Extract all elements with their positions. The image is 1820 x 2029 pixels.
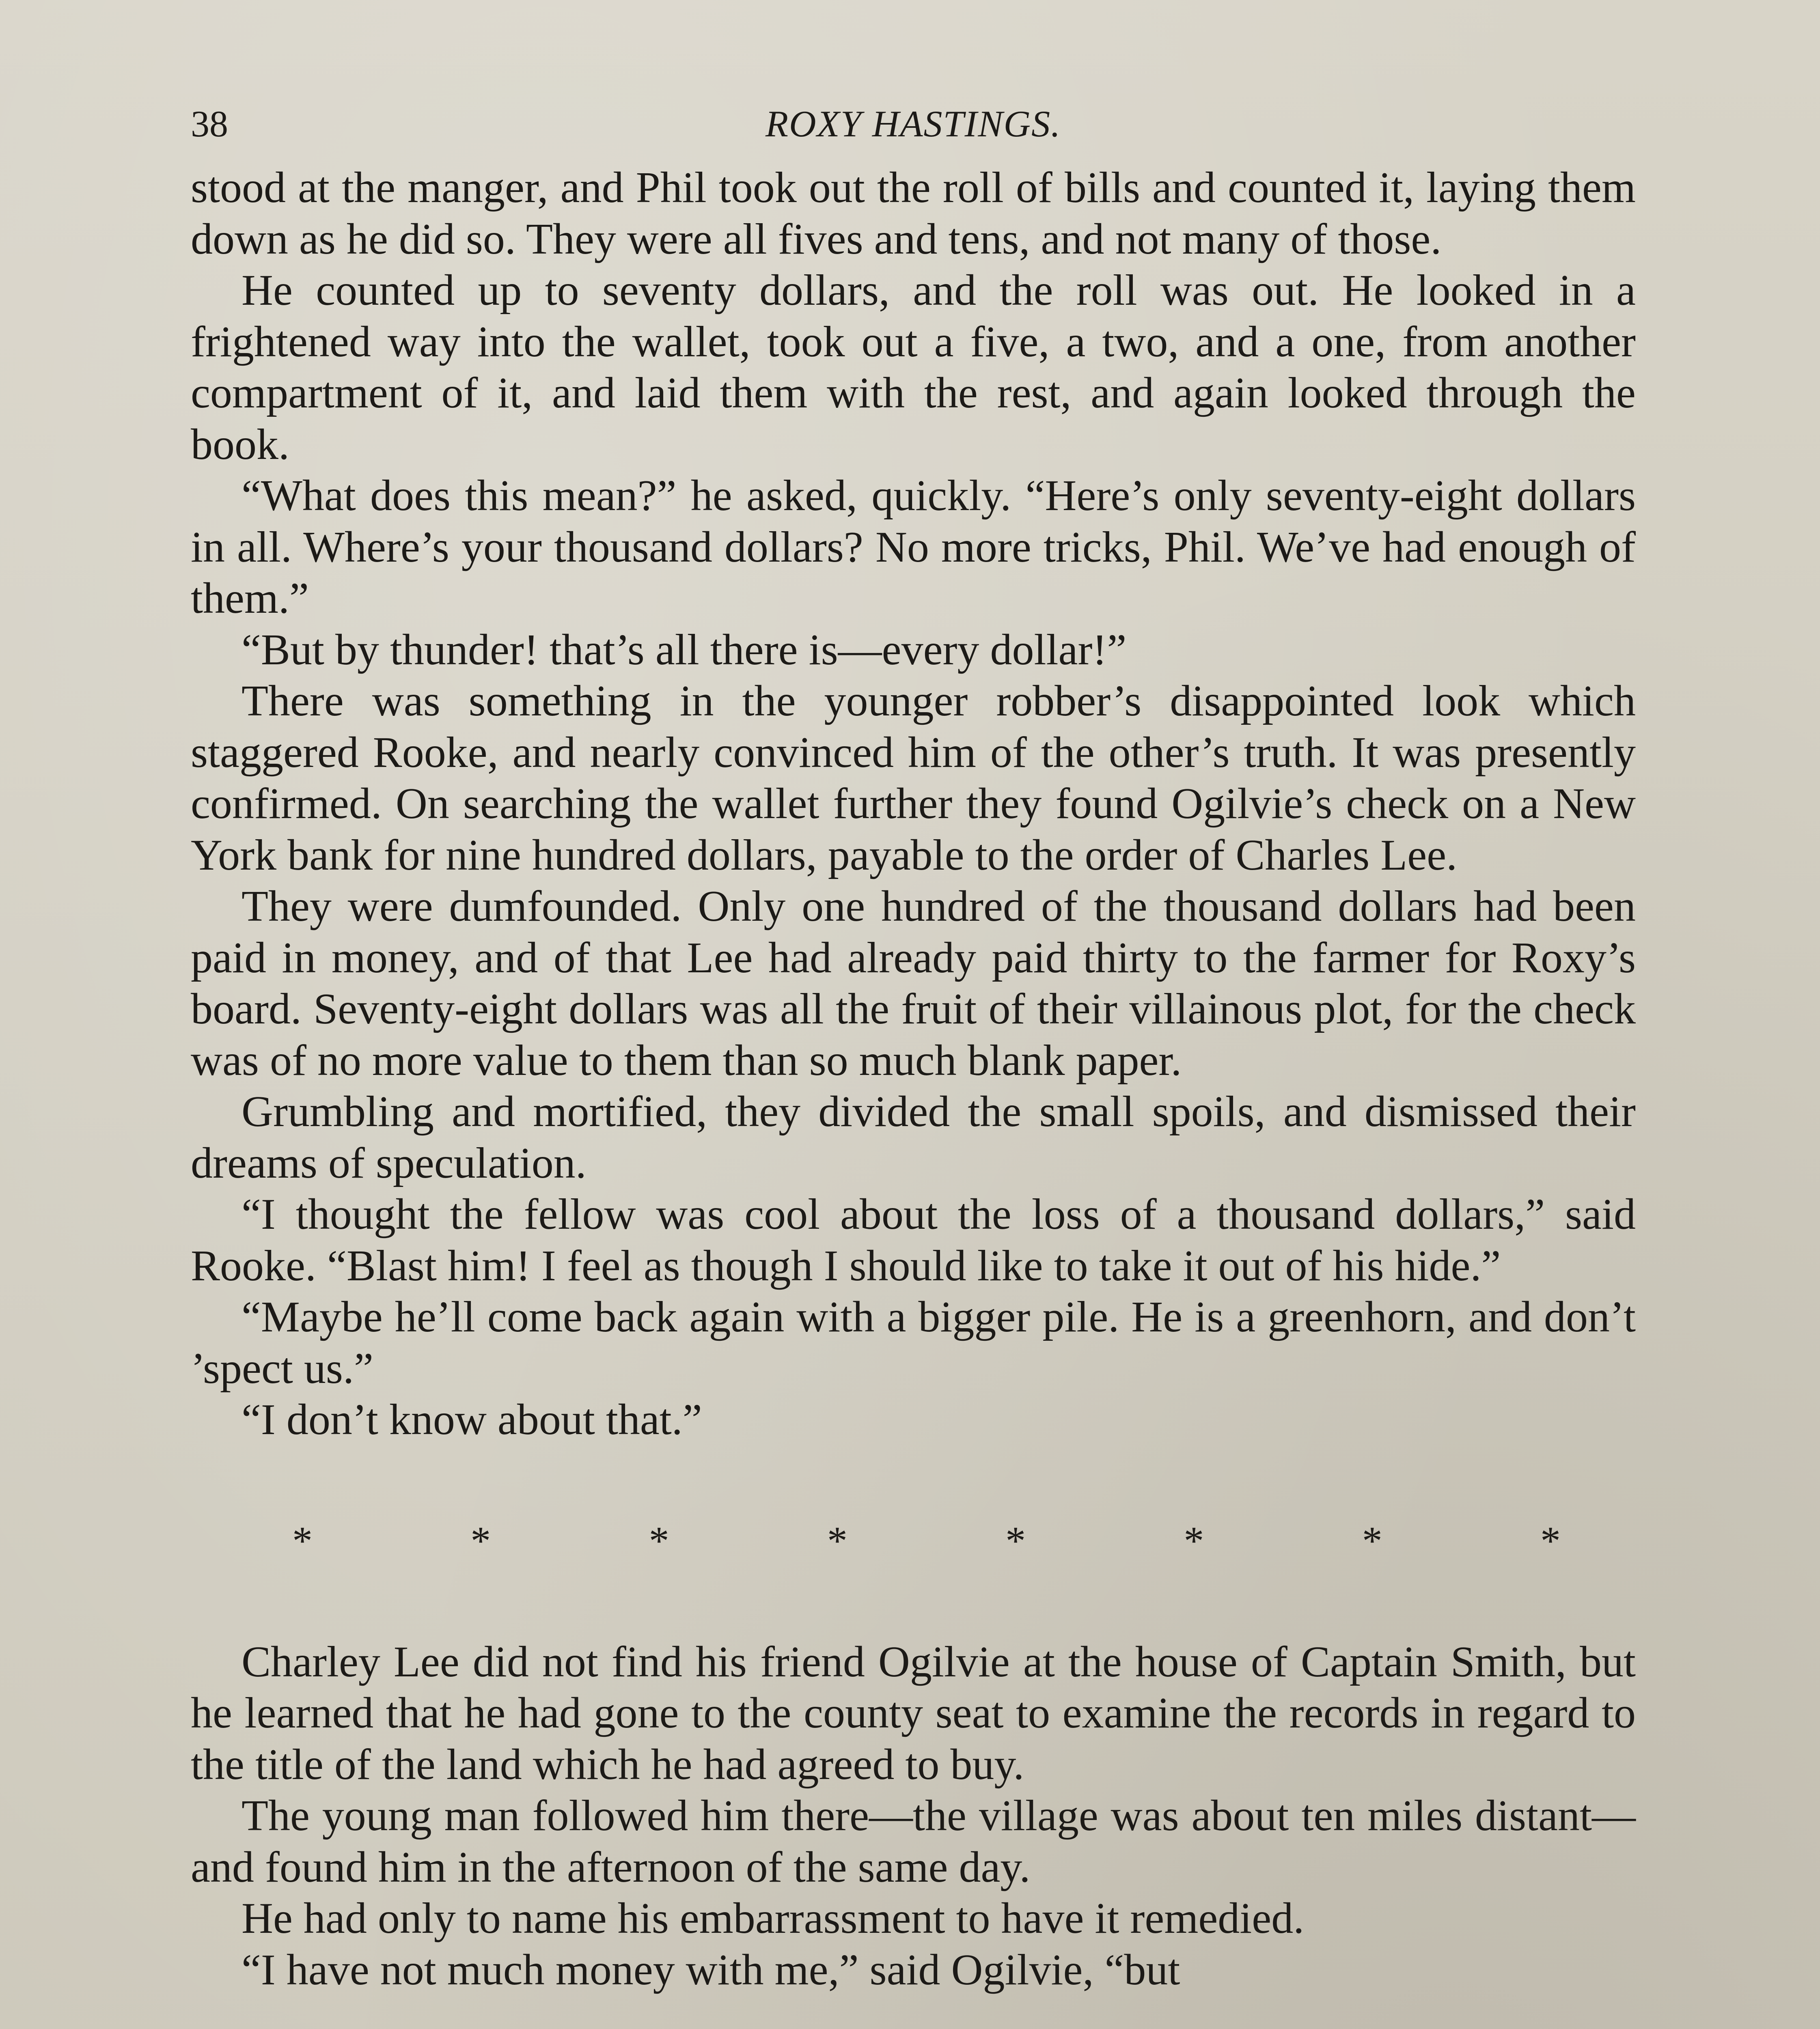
paragraph: Charley Lee did not find his friend Ogilvie at the house of Captain Smith, but he learned that he had gone to the county seat to examine the records in regard to the title of the land which he had agreed to buy. xyxy=(191,1637,1636,1789)
paragraph: “I thought the fellow was cool about the loss of a thousand dollars,” said Rooke. “Blast him! I feel as though I should like to take it out of his hide.” xyxy=(191,1190,1636,1290)
running-head xyxy=(191,93,1636,154)
asterisk: * xyxy=(1540,1518,1561,1564)
body-text xyxy=(191,162,1636,1996)
paragraph: “But by thunder! that’s all there is—every dollar!” xyxy=(242,625,1127,674)
paragraph: “I don’t know about that.” xyxy=(242,1396,702,1444)
asterisk: * xyxy=(827,1518,847,1564)
paragraph: Grumbling and mortified, they divided the small spoils, and dismissed their dreams of speculation. xyxy=(191,1088,1636,1187)
asterisk: * xyxy=(1362,1518,1382,1564)
section-break xyxy=(191,1446,1636,1637)
paragraph: They were dumfounded. Only one hundred of the thousand dollars had been paid in money, and of that Lee had already paid thirty to the farmer for Roxy’s board. Seventy-eight dollars was all the fruit of their villainous plot, for the check was of no more value to them than so much blank paper. xyxy=(191,882,1636,1085)
book-page xyxy=(191,93,1636,2029)
asterisk: * xyxy=(292,1518,313,1564)
running-title: ROXY HASTINGS. xyxy=(765,103,1061,144)
paragraph: The young man followed him there—the village was about ten miles distant—and found him in the afternoon of the same day. xyxy=(191,1792,1636,1891)
asterisk: * xyxy=(649,1518,669,1564)
page-number: 38 xyxy=(191,103,228,144)
asterisk: * xyxy=(1005,1518,1026,1564)
paragraph: stood at the manger, and Phil took out the roll of bills and counted it, laying them down as he did so. They were all fives and tens, and not many of those. xyxy=(191,164,1636,263)
paragraph: “Maybe he’ll come back again with a bigger pile. He is a greenhorn, and don’t ’spect us.” xyxy=(191,1293,1636,1393)
paragraph: He counted up to seventy dollars, and the roll was out. He looked in a frightened way into the wallet, took out a five, a two, and a one, from another compartment of it, and laid them with the rest, and again looked through the book. xyxy=(191,266,1636,469)
asterisk: * xyxy=(470,1518,491,1564)
paragraph: He had only to name his embarrassment to have it remedied. xyxy=(242,1894,1305,1943)
paragraph: There was something in the younger robber’s disappointed look which staggered Rooke, and nearly convinced him of the other’s truth. It was presently confirmed. On searching the wallet further they found Ogilvie’s check on a New York bank for nine hundred dollars, payable to the order of Charles Lee. xyxy=(191,677,1636,879)
paragraph: “What does this mean?” he asked, quickly. “Here’s only seventy-eight dollars in all. Where’s your thousand dollars? No more tricks, Phil. We’ve had enough of them.” xyxy=(191,472,1636,622)
asterisk: * xyxy=(1184,1518,1204,1564)
paragraph: “I have not much money with me,” said Ogilvie, “but xyxy=(242,1945,1180,1994)
